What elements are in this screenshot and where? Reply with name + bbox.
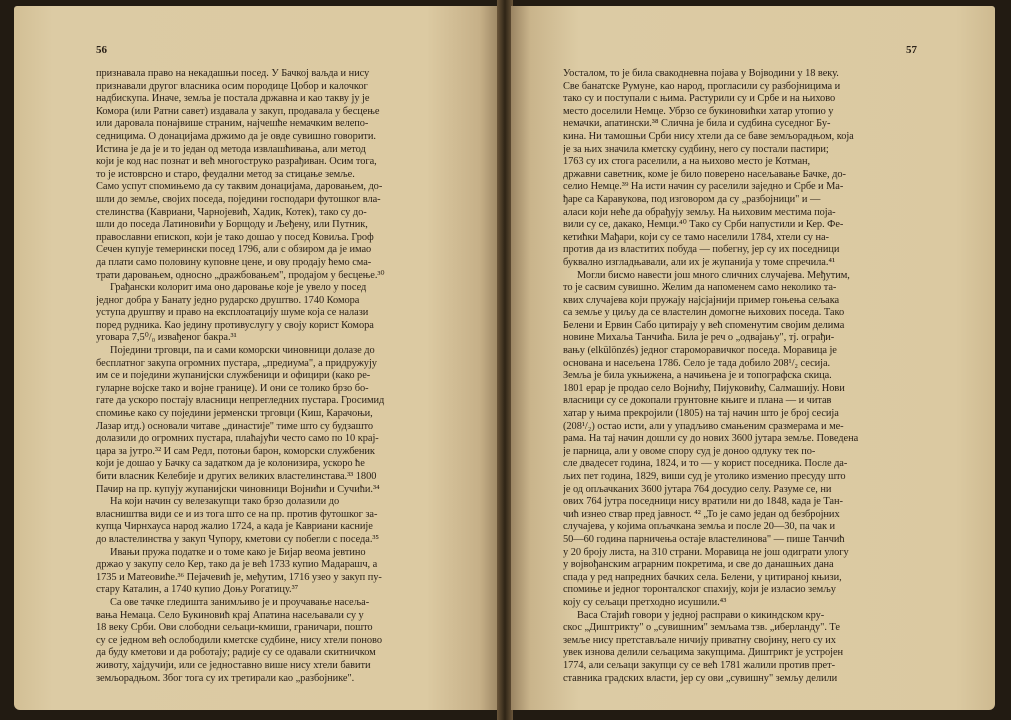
text-line: са земље у циљу да се властелин домогне њихових поседа. Тако xyxy=(563,307,845,319)
text-line: то је сасвим сувишно. Желим да напоменем само неколико та- xyxy=(563,282,837,294)
text-line: увек изнова делили сељацима закупцима. Диштрикт је устројен xyxy=(563,647,844,659)
text-line: 50—60 година парничења остаје властелинова" — пише Танчић xyxy=(563,533,845,545)
text-line: бесплатног закупа огромних пустара, „предиума", а придружују xyxy=(96,357,377,369)
text-line: 1735 и Матеовиће.³⁶ Пејачевић је, међутим, 1716 узео у закуп пу- xyxy=(96,571,382,583)
text-line: им се и поједини жупанијски службеници и официри (како ре- xyxy=(96,370,371,382)
text-line: Пачир на пр. купују жупанијски чиновници Војнићи и Сучићи.³⁴ xyxy=(96,483,380,495)
text-line: су се једном већ ослободили кметске судбине, нису хтели поново xyxy=(96,634,382,646)
text-line: вили су се, дакако, Немци.⁴⁰ Тако су Срби напустили и Кер. Фе- xyxy=(563,219,844,231)
text-line: купца Чирнхауса народ жалио 1724, а када је Кавриани касније xyxy=(96,521,373,533)
text-line: шли до поседа Латиновићи у Борщоду и Љеђену, или Путник, xyxy=(96,219,368,231)
text-line: Све банатске Румуне, као народ, прогласили су разбојницима и xyxy=(563,80,841,92)
text-line: Сечен купује темерински посед 1796, али с обзиром да је имао xyxy=(96,244,372,256)
text-line: Лазар итд.) основали читаве „династије" тиме што су будзашто xyxy=(96,420,374,432)
text-line: је за њих значила кметску судбину, него су постали пастири; xyxy=(563,143,829,155)
text-line: ђаре са Каравукова, под изговором да су „разбојници" и — xyxy=(563,193,821,205)
text-line: који је код нас познат и већ многоструко разрађиван. Осим тога, xyxy=(96,156,377,168)
text-line: вања Немаца. Село Букиновић крај Апатина насељавали су у xyxy=(96,609,364,621)
left-page-number: 56 xyxy=(96,44,107,56)
text-line: стару Каталин, а 1740 купио Доњу Рогатицу.³⁷ xyxy=(96,584,299,596)
text-line: 1801 ерар је продао село Војнићу, Пијуковићу, Салмашију. Нови xyxy=(563,382,845,394)
text-line: аласи који неће да обрађују земљу. На њиховим местима поја- xyxy=(563,206,836,218)
text-line: једног добра у Банату једно рударско друштво. 1740 Комора xyxy=(96,294,360,306)
text-line: тако су и поступали с њима. Растурили су и Србе и на њихово xyxy=(563,93,836,105)
text-line: до властелинства у закуп Чупору, кметови су побегли с поседа.³⁵ xyxy=(96,533,380,545)
text-line: уступа друштву и право на експлоатацију шуме која се налази xyxy=(96,307,369,319)
text-line: бити власник Келебије и других великих властелинстава.³³ 1800 xyxy=(96,471,377,482)
text-line: Ивањи пружа податке и о томе како је Бијар веома јевтино xyxy=(110,546,366,558)
text-line: да буду кметови и да роботају; радије су се одавали скитничком xyxy=(96,647,376,659)
right-page xyxy=(511,6,995,710)
right-page-number: 57 xyxy=(906,44,917,56)
text-line: или даровала понајвише страним, најчешће немачким велепо- xyxy=(96,118,369,130)
text-line: уговара 7,5⁰/₀ извађеног бакра.³¹ xyxy=(96,332,237,344)
text-line: буквално изгладњавали, али их је жупанија у томе спречила.⁴¹ xyxy=(563,256,836,268)
text-line: сле двадесет година, 1824, и то — у корист поседника. После да- xyxy=(563,458,848,470)
text-line: Комора (или Ратни савет) издавала у закуп, продавала у бесцење xyxy=(96,105,380,117)
text-line: На који начин су велезакупци тако брзо долазили до xyxy=(110,496,340,508)
text-line: 1763 су их стога раселили, а на њихово место је Котман, xyxy=(563,156,811,168)
text-line: земљорадњом. Због тога су их третирали као „разбојнике". xyxy=(96,672,355,684)
left-page-text xyxy=(96,68,466,685)
text-line: рама. На тај начин дошли су до нових 3600 јутара земље. Поведена xyxy=(563,433,859,445)
text-line: стелинства (Кавриани, Чарнојевић, Хадик, Котек), тако су до- xyxy=(96,206,367,218)
text-line: спомиње и једног торонталског спахију, који је изласио земљу xyxy=(563,584,836,596)
text-line: 1774, али сељаци закупци су се већ 1781 жалили против прет- xyxy=(563,659,836,671)
text-line: власништва види се и из тога што се на пр. против футошког за- xyxy=(96,508,378,520)
text-line: земље нису претстављале ничију приватну својину, него су их xyxy=(563,634,836,646)
text-line: долазили до огромних пустара, плаћајући често само по 10 крај- xyxy=(96,433,379,445)
left-page xyxy=(14,6,499,710)
text-line: кина. Ни тамошњи Срби нису хтели да се баве земљорадњом, која xyxy=(563,130,854,142)
text-line: држао у закупу село Кер, тако да је већ 1733 купио Мадарашч, а xyxy=(96,559,378,571)
text-line: случајева, у којима опљачкана земља и после 20—30, па чак и xyxy=(563,521,836,533)
text-line: гуларне војске тако и војне границе). И они се толико брзо бо- xyxy=(96,382,369,394)
text-line: власници су се докопали грунтовне књиге и плана — и читав xyxy=(563,395,832,407)
text-line: чић изнео ствар пред јавност. ⁴² „То је само један од безбројних xyxy=(563,508,840,520)
text-line: то је истоврсно и старо, феудални метод за стицање земље. xyxy=(96,168,355,180)
text-line: против да из властитих побуда — побегну, јер су их поседници xyxy=(563,244,840,256)
text-line: коју су сељаци претходно исушили.⁴³ xyxy=(563,596,727,608)
text-line: селио Немце.³⁹ На исти начин су раселили заједно и Србе и Ма- xyxy=(563,181,844,193)
text-line: седницима. О донацијама држимо да је овде сувишно говорити. xyxy=(96,130,376,142)
text-line: новине Михаља Танчића. Била је реч о „одвајању", тј. ограђи- xyxy=(563,332,835,344)
text-line: поред рудника. Као једину противуслугу у своју корист Комора xyxy=(96,319,374,331)
text-line: православни епископ, који је тако дошао у посед Ковиља. Гроф xyxy=(96,231,374,243)
text-line: спомиње како су поједини јерменски трговци (Киш, Карачоњи, xyxy=(96,408,373,420)
text-line: цара за јутро.³² И сам Редл, потоњи барон, коморски службеник xyxy=(96,445,375,457)
text-line: Белени и Ервин Сабо цитирају у већ споменутим својим делима xyxy=(563,319,845,331)
text-line: основана и насељена 1786. Село је тада добило 208¹/₂ сесија. xyxy=(563,357,831,369)
text-line: је од опљачканих 3600 јутара 764 досудио селу. Разуме се, ни xyxy=(563,483,832,495)
text-line: надбискупа. Иначе, земља је постала државна и као такву ју је xyxy=(96,93,370,105)
text-line: 18 веку Срби. Ови слободни сељаци-кмиши, граничари, пошто xyxy=(96,622,373,634)
text-line: Уосталом, то је била свакодневна појава у Војводини у 18 веку. xyxy=(563,68,839,79)
text-line: немачки, апатински.³⁸ Слична је била и судбина суседног Бу- xyxy=(563,118,831,130)
text-line: да плати само половину куповне цене, и ову продају ћемо сма- xyxy=(96,256,372,268)
text-line: спада у ред напредних бачких села. Белени, у цитираној књизи, xyxy=(563,571,842,583)
text-line: место доселили Немце. Убрзо се букиновићки хатар утопио у xyxy=(563,105,834,117)
text-line: Васа Стајић говори у једној расправи о кикиндском кру- xyxy=(577,609,825,621)
text-line: ових 764 јутра поседници нису вратили ни до 1848, када је Тан- xyxy=(563,496,843,508)
text-line: вању (elkülönzés) једног староморавичког поседа. Моравица је xyxy=(563,345,837,357)
text-line: (208¹/₂) остао исти, али у упадљиво смањеним сразмерама и ме- xyxy=(563,420,844,432)
text-line: Земља је била укњижена, а начињена је и топографска скица. xyxy=(563,370,832,382)
text-line: трати даровањем, односно „дражбовањем", продајом у бесцење.³⁰ xyxy=(96,269,385,281)
text-line: Могли бисмо навести још много сличних случајева. Међутим, xyxy=(577,269,850,281)
text-line: Са ове тачке гледишта занимљиво је и проучавање насеља- xyxy=(110,596,370,608)
text-line: хатар у њима прекројили (1805) на тај начин што је број сесија xyxy=(563,408,839,420)
text-line: Грађански колорит има оно даровање које је увело у посед xyxy=(110,282,367,294)
text-line: ставника градских власти, јер су ови „сувишну" земљу делили xyxy=(563,672,838,684)
text-line: љих пет година, 1829, виши суд је утолико изменио пресуду што xyxy=(563,471,846,482)
text-line: признавали другог власника осим породице Цобор и калочког xyxy=(96,80,368,92)
text-line: квих случајева који пружају најсјајнији пример гоњења сељака xyxy=(563,294,840,306)
text-line: шли до земље, својих поседа, поједини господари футошког вла- xyxy=(96,193,381,205)
text-line: у војвођанским аграрним покретима, и све до данашњих дана xyxy=(563,559,834,571)
right-page-text xyxy=(563,68,953,685)
text-line: кетићки Мађари, који су се тамо населили 1784, хтели су на- xyxy=(563,231,829,243)
text-line: Истина је да је и то један од метода извлашћивања, али метод xyxy=(96,143,366,155)
text-line: гате да ускоро постају власници непрегледних пустара. Гросимид xyxy=(96,395,385,407)
text-line: животу, хајдучији, или се једноставно више нису хтели бавити xyxy=(96,659,371,671)
text-line: државни саветник, коме је било поверено насељавање Бачке, до- xyxy=(563,168,846,180)
text-line: у 20 броју листа, на 310 страни. Моравица не још одиграти улогу xyxy=(563,546,849,558)
text-line: признавала право на некадашњи посед. У Бачкој ваљда и нису xyxy=(96,68,370,79)
text-line: Поједини трговци, па и сами коморски чиновници долазе до xyxy=(110,345,375,357)
text-line: који је дошао у Бачку са задатком да је колонизира, ускоро ће xyxy=(96,458,365,470)
text-line: скос „Диштрикту" о „сувишним" земљама тзв. „иберланду". Те xyxy=(563,622,840,634)
text-line: је парница, али у овоме спору суд је доноо одлуку тек по- xyxy=(563,445,816,457)
text-line: Само успут спомињемо да су таквим донацијама, даровањем, до- xyxy=(96,181,383,193)
